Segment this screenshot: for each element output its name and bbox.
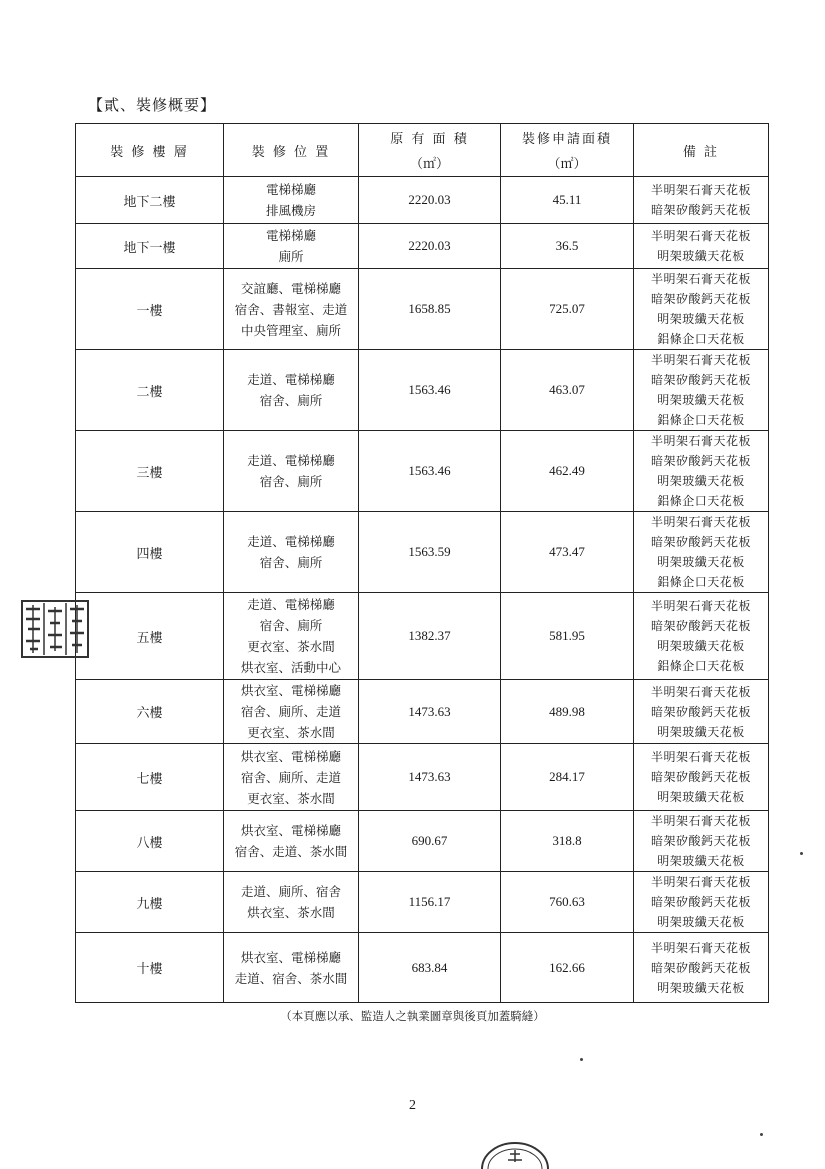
location-line: 廁所 (278, 249, 304, 264)
remark-line: 半明架石膏天花板 (650, 229, 751, 243)
remark-line: 明架玻纖天花板 (657, 790, 745, 804)
table-header-row (76, 124, 769, 177)
remarks-cell (634, 680, 769, 744)
original-area-cell: 1563.46 (359, 350, 501, 431)
location-line: 宿舍、廁所、走道 (240, 769, 341, 785)
original-area-cell: 690.67 (359, 811, 501, 872)
remark-line: 鋁條企口天花板 (657, 575, 745, 589)
requested-area-cell: 473.47 (501, 512, 634, 593)
location-line: 烘衣室、電梯梯廳 (240, 748, 341, 764)
original-area-cell: 1382.37 (359, 593, 501, 680)
remark-line: 鋁條企口天花板 (657, 413, 745, 427)
requested-area-cell: 162.66 (501, 933, 634, 1003)
remarks-cell (634, 177, 769, 224)
location-line: 更衣室、茶水間 (247, 790, 335, 806)
remark-line: 半明架石膏天花板 (650, 684, 751, 699)
remark-line: 明架玻纖天花板 (657, 555, 745, 569)
location-line: 走道、電梯梯廳 (247, 372, 335, 387)
original-area-cell: 683.84 (359, 933, 501, 1003)
header-floor: 裝 修 樓 層 (76, 124, 224, 177)
original-area-cell: 1473.63 (359, 744, 501, 811)
floor-cell: 地下二樓 (76, 177, 224, 224)
table-row (76, 512, 769, 593)
remark-line: 半明架石膏天花板 (650, 814, 751, 828)
requested-area-cell: 36.5 (501, 224, 634, 269)
requested-area-cell: 581.95 (501, 593, 634, 680)
table-row (76, 431, 769, 512)
floor-cell: 一樓 (76, 269, 224, 350)
remark-line: 明架玻纖天花板 (657, 312, 745, 326)
floor-cell: 八樓 (76, 811, 224, 872)
location-line: 宿舍、廁所 (259, 618, 323, 633)
table-row (76, 744, 769, 811)
header-requested-area-label: 裝修申請面積 (521, 132, 612, 147)
floor-cell: 二樓 (76, 350, 224, 431)
remark-line: 半明架石膏天花板 (650, 272, 751, 286)
requested-area-cell: 463.07 (501, 350, 634, 431)
remark-line: 明架玻纖天花板 (657, 393, 745, 407)
remark-line: 半明架石膏天花板 (650, 183, 751, 197)
remark-line: 暗架矽酸鈣天花板 (650, 535, 751, 549)
table-row (76, 224, 769, 269)
remark-line: 半明架石膏天花板 (650, 434, 751, 448)
speck (760, 1133, 763, 1136)
location-cell (224, 744, 359, 811)
location-line: 走道、廁所、宿舍 (240, 884, 341, 899)
floor-cell: 六樓 (76, 680, 224, 744)
renovation-summary-table (75, 123, 769, 1003)
location-cell (224, 431, 359, 512)
footnote: （本頁應以承、監造人之執業圖章與後頁加蓋騎縫） (280, 1009, 545, 1023)
original-area-cell: 1658.85 (359, 269, 501, 350)
remark-line: 暗架矽酸鈣天花板 (650, 770, 751, 784)
table-row (76, 350, 769, 431)
requested-area-cell: 725.07 (501, 269, 634, 350)
remark-line: 半明架石膏天花板 (650, 353, 751, 367)
location-cell (224, 593, 359, 680)
location-line: 電梯梯廳 (265, 228, 316, 243)
location-line: 宿舍、廁所、走道 (240, 704, 341, 719)
floor-cell: 七樓 (76, 744, 224, 811)
location-line: 宿舍、走道、茶水間 (234, 844, 348, 859)
remark-line: 暗架矽酸鈣天花板 (650, 373, 751, 387)
architect-seal (20, 599, 90, 659)
original-area-cell: 1156.17 (359, 872, 501, 933)
remarks-cell (634, 431, 769, 512)
remark-line: 暗架矽酸鈣天花板 (650, 203, 751, 217)
original-area-cell: 2220.03 (359, 224, 501, 269)
location-cell (224, 680, 359, 744)
location-line: 走道、電梯梯廳 (247, 534, 335, 549)
location-cell (224, 811, 359, 872)
location-line: 烘衣室、電梯梯廳 (240, 823, 341, 838)
remarks-cell (634, 350, 769, 431)
remark-line: 鋁條企口天花板 (657, 494, 745, 508)
remarks-cell (634, 269, 769, 350)
location-line: 更衣室、茶水間 (247, 639, 335, 654)
header-requested-area-unit: （㎡） (547, 157, 587, 172)
location-line: 烘衣室、活動中心 (240, 660, 341, 675)
location-line: 交誼廳、電梯梯廳 (240, 280, 341, 296)
page-number: 2 (409, 1098, 416, 1113)
floor-cell: 地下一樓 (76, 224, 224, 269)
table-row (76, 593, 769, 680)
speck (800, 852, 803, 855)
remark-line: 鋁條企口天花板 (657, 659, 745, 673)
remarks-cell (634, 512, 769, 593)
original-area-cell: 2220.03 (359, 177, 501, 224)
table-row (76, 872, 769, 933)
remark-line: 半明架石膏天花板 (650, 875, 751, 889)
location-cell (224, 224, 359, 269)
remark-line: 暗架矽酸鈣天花板 (650, 834, 751, 848)
remark-line: 暗架矽酸鈣天花板 (650, 619, 751, 633)
floor-cell: 十樓 (76, 933, 224, 1003)
remarks-cell (634, 744, 769, 811)
location-line: 烘衣室、電梯梯廳 (240, 683, 341, 698)
section-title: 【貳、裝修概要】 (88, 96, 217, 114)
remark-line: 明架玻纖天花板 (657, 980, 745, 995)
remark-line: 暗架矽酸鈣天花板 (650, 454, 751, 468)
remarks-cell (634, 872, 769, 933)
floor-cell: 四樓 (76, 512, 224, 593)
original-area-cell: 1473.63 (359, 680, 501, 744)
location-line: 宿舍、廁所 (259, 393, 323, 408)
location-line: 烘衣室、茶水間 (247, 905, 335, 920)
requested-area-cell: 45.11 (501, 177, 634, 224)
location-line: 電梯梯廳 (265, 182, 316, 197)
remark-line: 半明架石膏天花板 (650, 750, 751, 764)
location-cell (224, 350, 359, 431)
location-line: 走道、電梯梯廳 (247, 453, 335, 468)
remark-line: 明架玻纖天花板 (657, 724, 745, 739)
remark-line: 明架玻纖天花板 (657, 474, 745, 488)
remark-line: 半明架石膏天花板 (650, 515, 751, 529)
remarks-cell (634, 224, 769, 269)
requested-area-cell: 760.63 (501, 872, 634, 933)
speck (580, 1058, 583, 1061)
bottom-stamp (480, 1140, 550, 1169)
location-cell (224, 512, 359, 593)
floor-cell: 五樓 (76, 593, 224, 680)
remark-line: 明架玻纖天花板 (657, 854, 745, 868)
remark-line: 暗架矽酸鈣天花板 (650, 895, 751, 909)
header-original-area (359, 124, 501, 177)
remark-line: 暗架矽酸鈣天花板 (650, 960, 751, 975)
table-row (76, 933, 769, 1003)
table-row (76, 269, 769, 350)
location-line: 宿舍、廁所 (259, 474, 323, 489)
location-cell (224, 933, 359, 1003)
table-row (76, 177, 769, 224)
remarks-cell (634, 811, 769, 872)
location-line: 宿舍、書報室、走道 (234, 301, 348, 317)
requested-area-cell: 462.49 (501, 431, 634, 512)
header-original-area-label: 原 有 面 積 (390, 132, 469, 147)
remark-line: 半明架石膏天花板 (650, 599, 751, 613)
header-location: 裝 修 位 置 (224, 124, 359, 177)
header-original-area-unit: （㎡） (409, 157, 449, 172)
location-line: 宿舍、廁所 (259, 555, 323, 570)
location-line: 烘衣室、電梯梯廳 (240, 949, 341, 965)
location-line: 走道、電梯梯廳 (247, 597, 335, 612)
remark-line: 半明架石膏天花板 (650, 940, 751, 955)
location-cell (224, 269, 359, 350)
table-row (76, 680, 769, 744)
floor-cell: 九樓 (76, 872, 224, 933)
remark-line: 明架玻纖天花板 (657, 249, 745, 263)
remark-line: 鋁條企口天花板 (657, 332, 745, 346)
location-line: 更衣室、茶水間 (247, 725, 335, 740)
header-remarks: 備 註 (634, 124, 769, 177)
requested-area-cell: 284.17 (501, 744, 634, 811)
location-line: 中央管理室、廁所 (240, 322, 341, 338)
requested-area-cell: 489.98 (501, 680, 634, 744)
remark-line: 暗架矽酸鈣天花板 (650, 292, 751, 306)
table-row (76, 811, 769, 872)
location-cell (224, 177, 359, 224)
location-line: 走道、宿舍、茶水間 (234, 970, 348, 986)
requested-area-cell: 318.8 (501, 811, 634, 872)
location-cell (224, 872, 359, 933)
remarks-cell (634, 593, 769, 680)
original-area-cell: 1563.46 (359, 431, 501, 512)
remark-line: 暗架矽酸鈣天花板 (650, 704, 751, 719)
floor-cell: 三樓 (76, 431, 224, 512)
location-line: 排風機房 (265, 203, 316, 218)
original-area-cell: 1563.59 (359, 512, 501, 593)
remark-line: 明架玻纖天花板 (657, 915, 745, 929)
header-requested-area (501, 124, 634, 177)
remark-line: 明架玻纖天花板 (657, 639, 745, 653)
remarks-cell (634, 933, 769, 1003)
